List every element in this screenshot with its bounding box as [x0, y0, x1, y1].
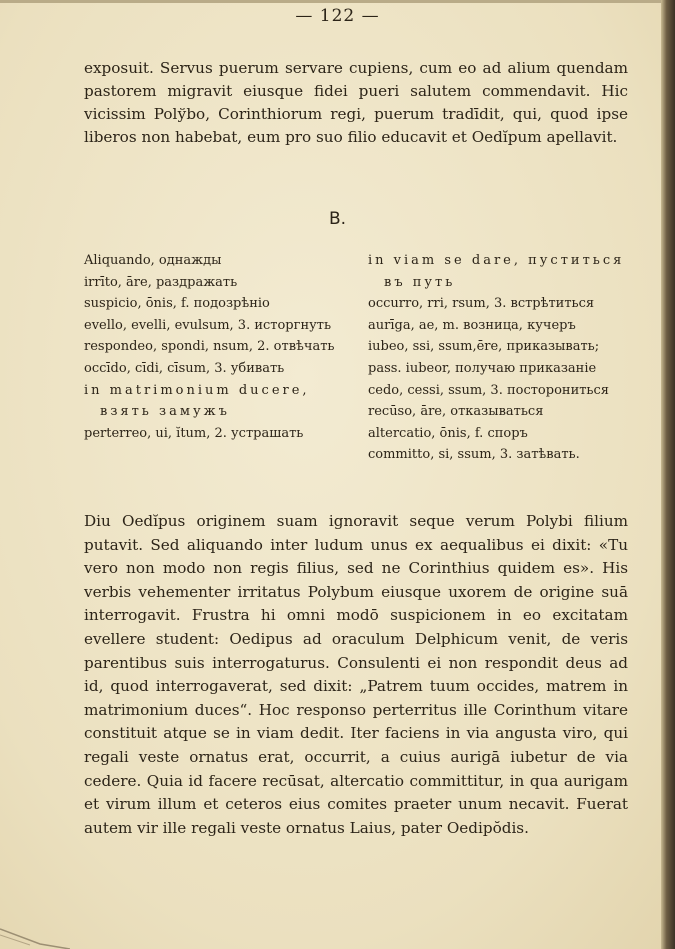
vocab-entry: Aliquando, однажды [84, 253, 222, 268]
vocab-entry: irrīto, āre, раздражать [84, 274, 238, 290]
page-binding-edge [661, 0, 675, 949]
paragraph-1: exposuit. Servus puerum servare cupiens, cum eo ad alium quendam pastorem migravit eiusque fidei pueri salutem commendavit. Hic vicissim Polўbo, Corinthiorum regi, puerum tradīdit, qui, quod ipse liberos non habebat, eum pro suo filio educavit et Oedĭpum apellavit. [84, 59, 628, 146]
vocab-entry: occurro, rri, rsum, 3. встрѣтиться [368, 296, 595, 312]
vocab-entry: iubeo, ssi, ssum,ēre, приказывать; [368, 339, 600, 355]
vocab-entry: cedo, cessi, ssum, 3. посторониться [368, 382, 609, 398]
section-heading: B. [328, 209, 347, 229]
vocab-entry: altercatio, ōnis, f. споръ [368, 425, 528, 441]
top-edge [0, 0, 675, 3]
vocabulary-column-right [368, 250, 630, 466]
vocab-entry: in matrimonium ducere, взять замужъ [84, 382, 310, 420]
vocab-entry: pass. iubeor, получаю приказаніе [368, 360, 597, 376]
vocab-entry: occīdo, cīdi, cīsum, 3. убивать [84, 360, 285, 376]
vocab-entry: in viam se dare, пуститься въ путь [368, 253, 625, 290]
paragraph-2: Diu Oedĭpus originem suam ignoravit seque verum Polybi filium putavit. Sed aliquando inter ludum unus ex aequalibus ei dixit: «Tu vero non modo non regis filius, sed ne Corinthius quidem es». His verbis vehementer irritatus Polybum eiusque uxorem de origine suā interrogavit. Frustra hi omni modō suspicionem in eo excitatam evellere student: Oedipus ad oraculum Delphicum venit, de veris parentibus suis interrogaturus. Consulenti ei non respondit deus ad id, quod interrogaverat, sed dixit: „Patrem tuum occides, matrem in matrimonium duces“. Hoc responso perterritus ille Corinthum vitare constituit atque se in viam dedit. Iter faciens in via angusta viro, qui regali veste ornatus erat, occurrit, a cuius aurigā iubetur de via cedere. Quia id facere recūsat, altercatio committitur, in qua aurigam et virum illum et ceteros eius comites praeter unum necavit. Fuerat autem vir ille regali veste ornatus Laius, pater Oedipŏdis. [84, 512, 628, 837]
vocab-entry: suspicio, ōnis, f. подозрѣніо [84, 296, 270, 312]
corner-scratch-mark [0, 899, 70, 949]
vocab-entry: perterreo, ui, ĭtum, 2. устрашать [84, 425, 304, 441]
page-number: — 122 — [295, 6, 380, 26]
vocab-entry: evello, evelli, evulsum, 3. исторгнуть [84, 317, 332, 333]
vocab-entry: aurīga, ae, m. возница, кучеръ [368, 317, 576, 333]
vocab-entry: committo, si, ssum, 3. затѣвать. [368, 447, 580, 463]
vocab-entry: recūso, āre, отказываться [368, 404, 544, 420]
vocab-entry: respondeo, spondi, nsum, 2. отвѣчать [84, 339, 335, 355]
vocabulary-column-left [84, 250, 359, 444]
